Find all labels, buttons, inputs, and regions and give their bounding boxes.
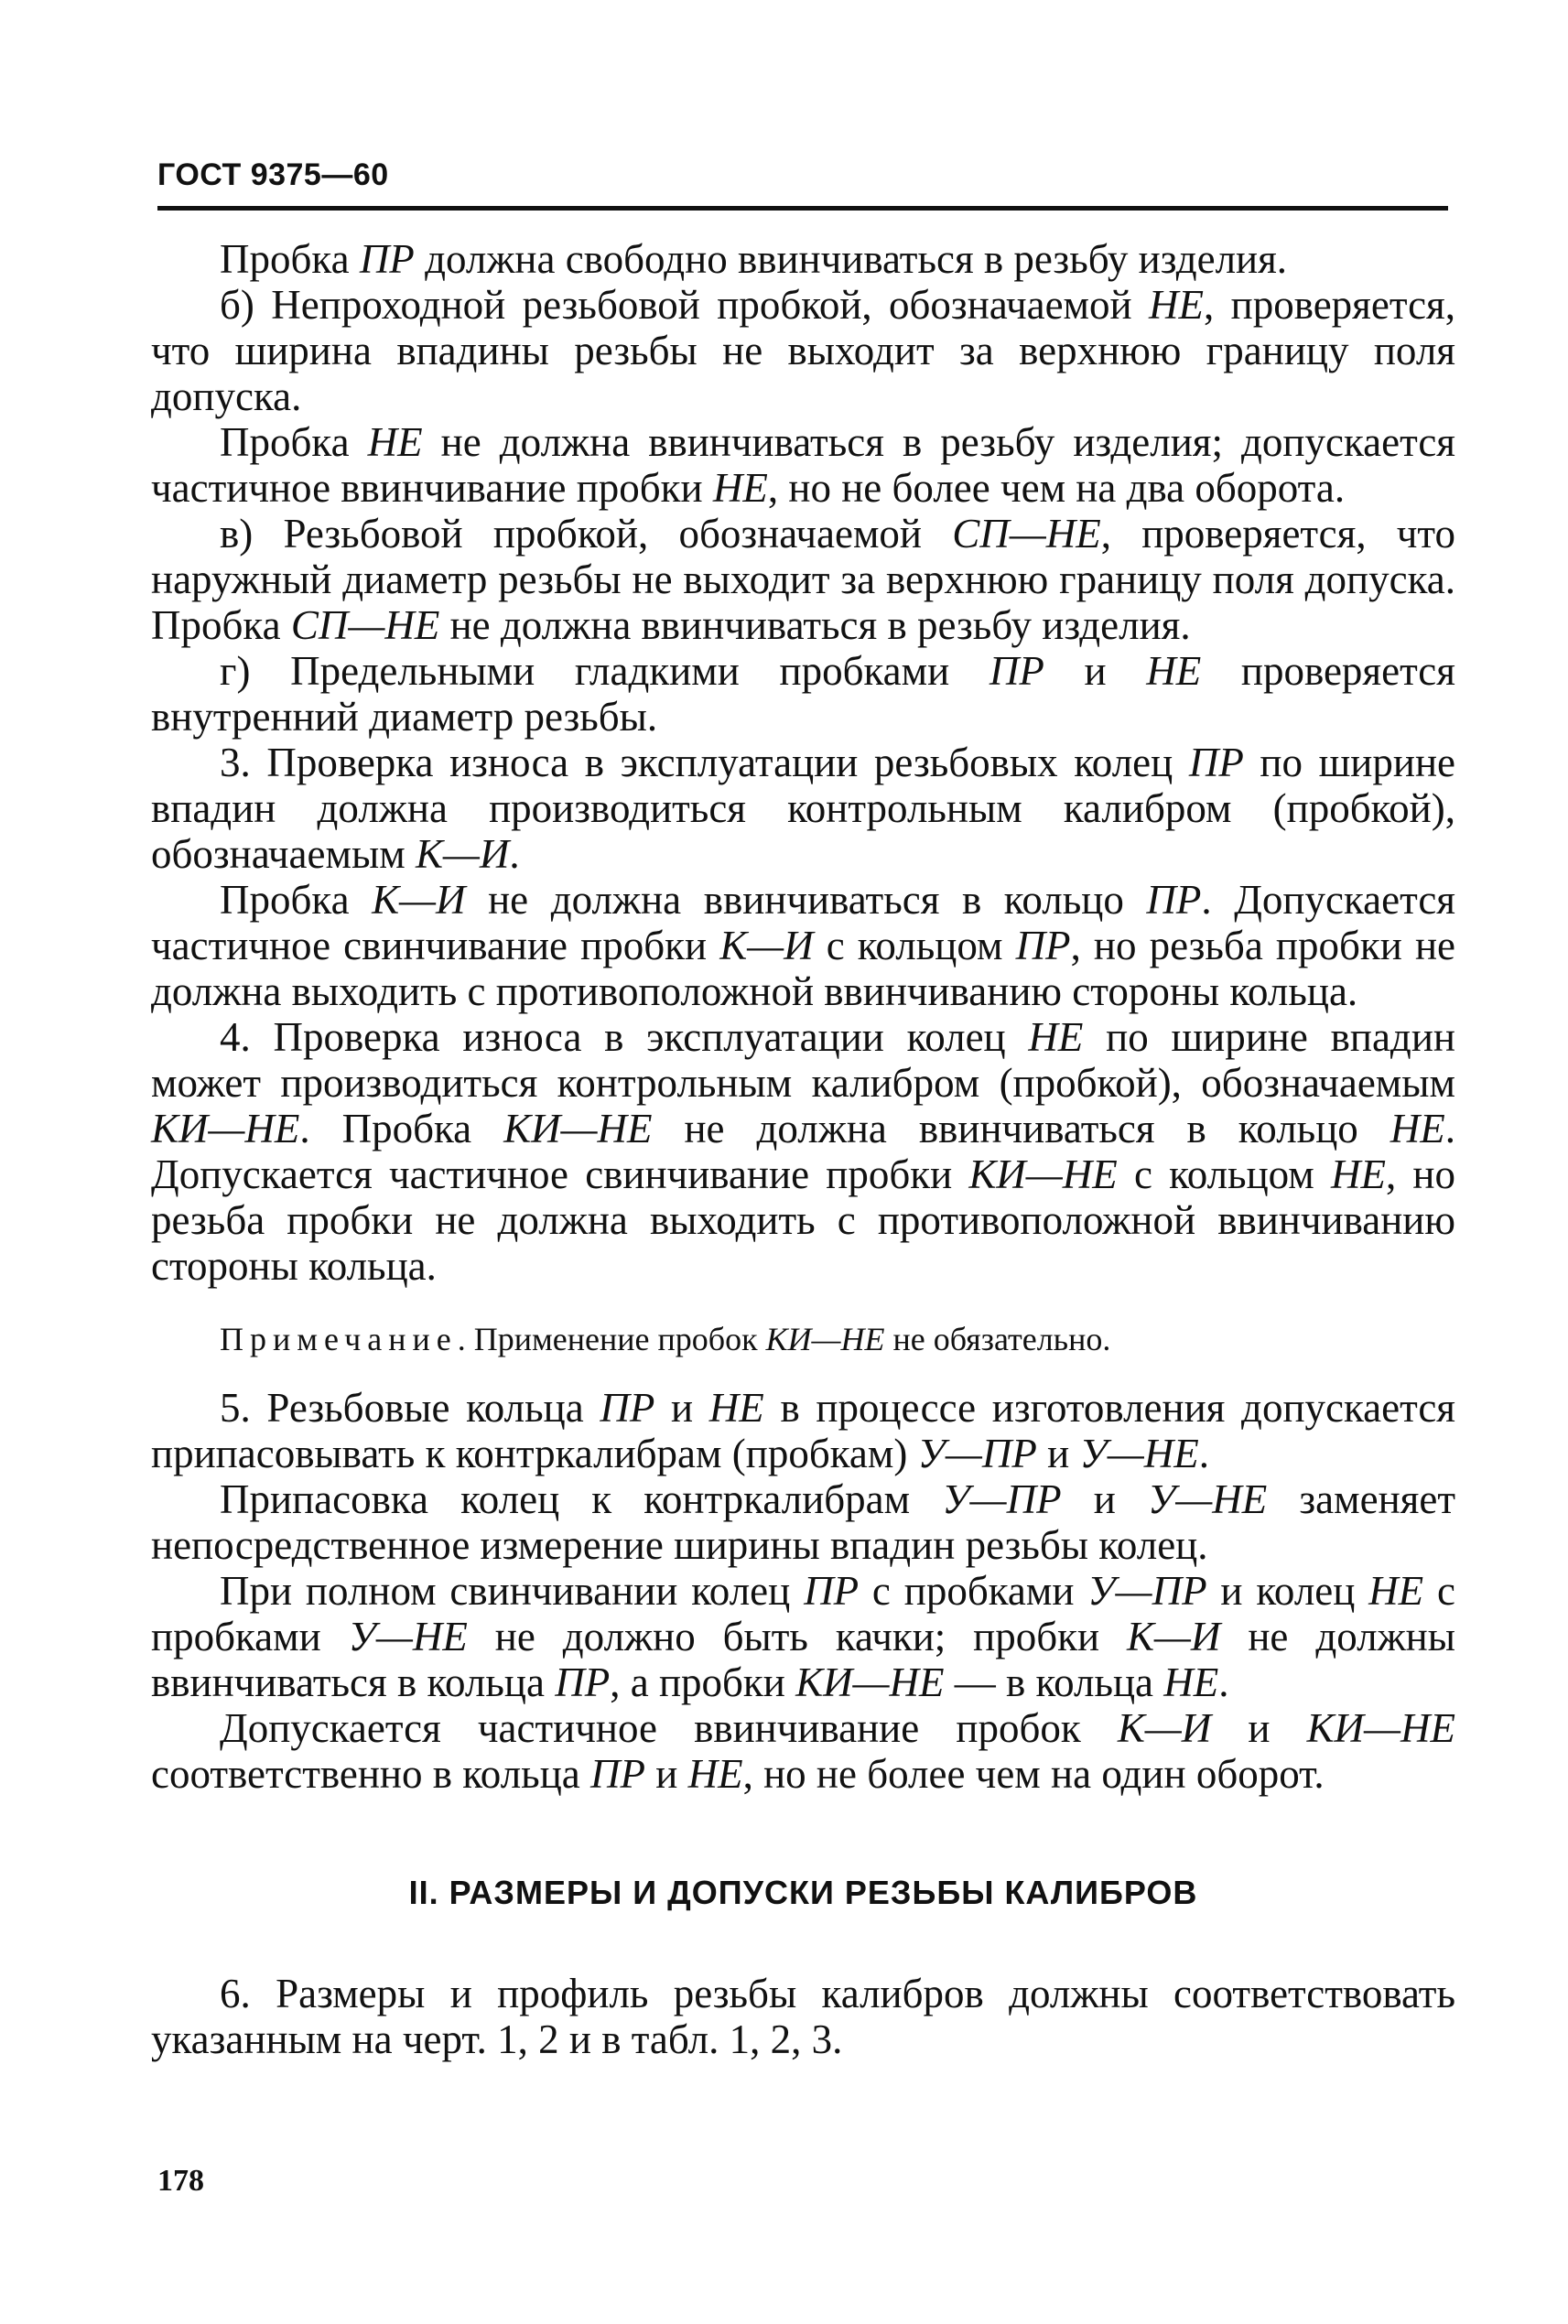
gauge-designation: НЕ: [1028, 1014, 1084, 1060]
text-run: в) Резьбовой пробкой, обозначаемой: [220, 511, 953, 557]
text-run: не должны ввинчиваться в кольца: [151, 1614, 1455, 1705]
gauge-designation: КИ—НЕ: [1306, 1705, 1455, 1751]
gauge-designation: ПР: [359, 236, 415, 282]
text-run: не должна ввинчиваться в резьбу изделия.: [439, 602, 1191, 648]
text-run: и: [1044, 648, 1147, 694]
text-run: .: [1198, 1431, 1209, 1476]
text-run: не должна ввинчиваться в кольцо: [652, 1106, 1390, 1151]
text-run: по ширине впадин должна производиться контрольным калибром (пробкой), обозначаемым: [151, 740, 1455, 877]
text-run: с пробками: [151, 1568, 1455, 1659]
text-run: , проверяется, что наружный диаметр резьбы не выходит за верхнюю границу поля допуска. Пробка: [151, 511, 1455, 648]
gauge-designation: У—ПР: [942, 1476, 1062, 1522]
text-run: 6. Размеры и профиль резьбы калибров должны соответствовать указанным на черт. 1, 2 и в табл. 1, 2, 3.: [151, 1971, 1455, 2062]
gauge-designation: ПР: [804, 1568, 860, 1614]
text-run: 5. Резьбовые кольца: [220, 1385, 600, 1431]
text-run: Пробка: [220, 419, 368, 465]
text-run: , но не более чем на два оборота.: [767, 465, 1346, 511]
gauge-designation: КИ—НЕ: [968, 1151, 1118, 1197]
header-rule: [157, 206, 1448, 211]
text-run: с кольцом: [813, 923, 1016, 968]
gauge-designation: У—НЕ: [348, 1614, 468, 1659]
gauge-designation: НЕ: [708, 1385, 764, 1431]
text-run: по ширине впадин может производиться контрольным калибром (пробкой), обозначаемым: [151, 1014, 1455, 1106]
text-run: При полном свинчивании колец: [220, 1568, 805, 1614]
text-run: Припасовка колец к контркалибрам: [220, 1476, 943, 1522]
text-run: , но резьба пробки не должна выходить с противоположной ввинчиванию стороны кольца.: [151, 1151, 1455, 1289]
text-run: не должна ввинчиваться в резьбу изделия; допускается частичное ввинчивание пробки: [151, 419, 1455, 511]
paragraph-group-2: [151, 1385, 1455, 1797]
text-run: , проверяется, что ширина впадины резьбы не выходит за верхнюю границу поля допуска.: [151, 282, 1455, 419]
text-run: не обязательно.: [884, 1321, 1111, 1357]
paragraph: [151, 1014, 1455, 1289]
gauge-designation: НЕ: [1390, 1106, 1445, 1151]
text-run: 4. Проверка износа в эксплуатации колец: [220, 1014, 1029, 1060]
text-run: соответственно в кольца: [151, 1751, 590, 1797]
gauge-designation: К—И: [719, 923, 814, 968]
text-run: , но резьба пробки не должна выходить с противоположной ввинчиванию стороны кольца.: [151, 923, 1455, 1014]
paragraph-group-3: [151, 1971, 1455, 2062]
gauge-designation: ПР: [1015, 923, 1071, 968]
text-run: , а пробки: [610, 1659, 796, 1705]
text-run: и: [645, 1751, 688, 1797]
text-run: .: [1218, 1659, 1229, 1705]
gauge-designation: К—И: [372, 877, 466, 923]
text-run: не должно быть качки; пробки: [467, 1614, 1128, 1659]
gauge-designation: ПР: [555, 1659, 611, 1705]
paragraph: [151, 1476, 1455, 1568]
gauge-designation: ПР: [590, 1751, 645, 1797]
gauge-designation: КИ—НЕ: [795, 1659, 945, 1705]
text-run: Пробка: [220, 877, 373, 923]
gauge-designation: У—НЕ: [1079, 1431, 1199, 1476]
paragraph: [151, 1971, 1455, 2062]
gauge-designation: НЕ: [1368, 1568, 1424, 1614]
note-label: Примечание: [220, 1321, 458, 1357]
text-run: . Допускается частичное свинчивание пробки: [151, 1106, 1455, 1197]
text-run: и: [1211, 1705, 1307, 1751]
paragraph: [151, 1385, 1455, 1476]
text-run: Пробка: [220, 236, 360, 282]
gauge-designation: СП—НЕ: [952, 511, 1101, 557]
gauge-designation: У—ПР: [917, 1431, 1037, 1476]
text-run: и колец: [1206, 1568, 1369, 1614]
gauge-designation: К—И: [1127, 1614, 1221, 1659]
page-number: 178: [157, 2164, 204, 2198]
paragraph: [151, 511, 1455, 648]
section-title: II. РАЗМЕРЫ И ДОПУСКИ РЕЗЬБЫ КАЛИБРОВ: [408, 1874, 1198, 1911]
paragraph: [151, 1705, 1455, 1797]
paragraph: [151, 236, 1455, 282]
gauge-designation: КИ—НЕ: [503, 1106, 653, 1151]
gauge-designation: НЕ: [1149, 282, 1204, 328]
note: [151, 1319, 1455, 1359]
text-run: и: [654, 1385, 709, 1431]
paragraph: [151, 282, 1455, 419]
paragraph: [151, 419, 1455, 511]
gauge-designation: ПР: [989, 648, 1044, 694]
text-run: б) Непроходной резьбовой пробкой, обозначаемой: [220, 282, 1149, 328]
gauge-designation: НЕ: [1146, 648, 1202, 694]
gauge-designation: НЕ: [712, 465, 768, 511]
text-run: и: [1061, 1476, 1148, 1522]
gauge-designation: КИ—НЕ: [151, 1106, 300, 1151]
text-run: проверяется внутренний диаметр резьбы.: [151, 648, 1455, 740]
note-text: [458, 1321, 1111, 1357]
gauge-designation: КИ—НЕ: [765, 1321, 885, 1357]
paragraph: [151, 648, 1455, 740]
paragraph-group-1: [151, 236, 1455, 1289]
text-run: г) Предельными гладкими пробками: [220, 648, 989, 694]
paragraph: [151, 740, 1455, 877]
text-run: — в кольца: [944, 1659, 1164, 1705]
gauge-designation: У—ПР: [1087, 1568, 1207, 1614]
text-run: в процессе изготовления допускается припасовывать к контркалибрам (пробкам): [151, 1385, 1456, 1476]
paragraph: [151, 1568, 1455, 1705]
body-text: [151, 236, 1455, 2062]
text-run: Допускается частичное ввинчивание пробок: [220, 1705, 1118, 1751]
text-run: . Допускается частичное свинчивание пробки: [151, 877, 1455, 968]
text-run: и: [1036, 1431, 1080, 1476]
gauge-designation: ПР: [1188, 740, 1244, 785]
text-run: не должна ввинчиваться в кольцо: [465, 877, 1147, 923]
gauge-designation: НЕ: [1330, 1151, 1386, 1197]
gauge-designation: СП—НЕ: [290, 602, 440, 648]
text-run: должна свободно ввинчиваться в резьбу изделия.: [414, 236, 1288, 282]
gauge-designation: НЕ: [367, 419, 423, 465]
gauge-designation: К—И: [1117, 1705, 1212, 1751]
text-run: с кольцом: [1117, 1151, 1331, 1197]
gauge-designation: ПР: [600, 1385, 655, 1431]
text-run: . Применение пробок: [457, 1321, 766, 1357]
gauge-designation: НЕ: [687, 1751, 743, 1797]
text-run: 3. Проверка износа в эксплуатации резьбовых колец: [220, 740, 1189, 785]
gauge-designation: ПР: [1146, 877, 1202, 923]
text-run: , но не более чем на один оборот.: [742, 1751, 1325, 1797]
text-run: заменяет непосредственное измерение ширины впадин резьбы колец.: [151, 1476, 1455, 1568]
gauge-designation: У—НЕ: [1147, 1476, 1268, 1522]
paragraph: [151, 877, 1455, 1014]
document-header: ГОСТ 9375—60: [157, 157, 389, 192]
text-run: с пробками: [859, 1568, 1088, 1614]
gauge-designation: К—И: [415, 831, 510, 877]
gauge-designation: НЕ: [1163, 1659, 1219, 1705]
text-run: . Пробка: [299, 1106, 504, 1151]
text-run: .: [509, 831, 520, 877]
